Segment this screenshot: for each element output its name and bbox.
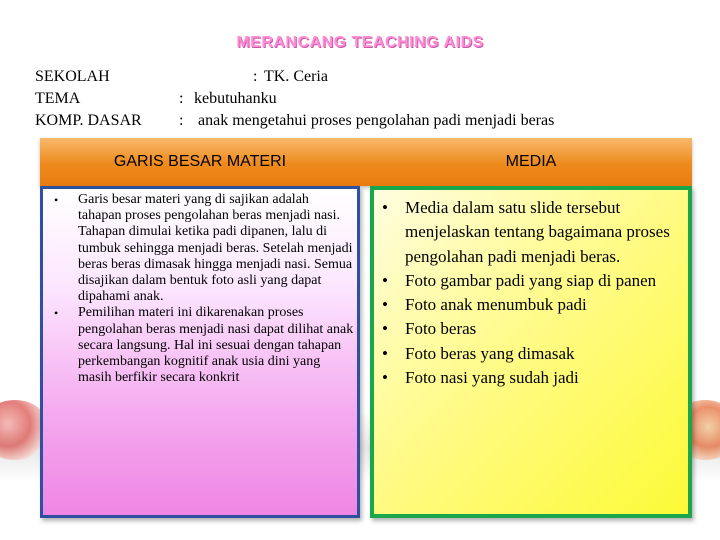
media-text: Foto nasi yang sudah jadi [405, 368, 579, 388]
list-item [378, 366, 688, 390]
info-label-sekolah: SEKOLAH [35, 68, 110, 85]
list-item [378, 317, 688, 341]
materi-list [54, 192, 354, 386]
bullet-icon: • [382, 198, 388, 217]
info-sep-komp-dasar: : [179, 112, 184, 129]
header-media: MEDIA [505, 153, 557, 170]
bullet-icon: • [382, 343, 388, 363]
bullet-icon: • [54, 193, 59, 207]
bullet-icon: • [382, 295, 388, 315]
materi-text: Pemilihan materi ini dikarenakan proses pengolahan beras menjadi nasi dapat dilihat anak secara langsung. Hal ini sesuai dengan tahapan perkembangan kognitif anak usia dini yang masih berfikir secara konkrit [78, 305, 354, 386]
list-item [54, 305, 354, 386]
info-value-tema: kebutuhanku [194, 90, 277, 107]
media-text: Foto gambar padi yang siap di panen [405, 270, 657, 290]
header-garis-besar-materi: GARIS BESAR MATERI [113, 153, 287, 170]
list-item [378, 293, 688, 317]
media-text: Foto beras yang dimasak [405, 343, 575, 363]
info-label-komp-dasar: KOMP. DASAR [35, 112, 142, 129]
media-text: Media dalam satu slide tersebut menjelaskan tentang bagaimana proses pengolahan padi menjadi beras. [405, 198, 670, 266]
media-text: Foto beras [405, 319, 477, 339]
bullet-icon: • [382, 319, 388, 339]
bullet-icon: • [382, 368, 388, 388]
info-sep-sekolah: : [253, 68, 258, 85]
media-text: Foto anak menumbuk padi [405, 295, 587, 315]
info-value-komp-dasar: anak mengetahui proses pengolahan padi menjadi beras [198, 112, 555, 129]
list-item [378, 342, 688, 366]
bullet-icon: • [54, 306, 59, 321]
materi-text: Garis besar materi yang di sajikan adalah tahapan proses pengolahan beras menjadi nasi. Tahapan dimulai ketika padi dipanen, lalu di tumbuk sehingga menjadi beras. Setelah menjadi beras beras dimasak hingga menjadi nasi. Semua disajikan dalam bentuk foto asli yang dapat dipahami anak. [78, 192, 353, 305]
info-sep-tema: : [179, 90, 184, 107]
list-item [378, 269, 688, 293]
info-value-sekolah: TK. Ceria [264, 68, 328, 85]
info-label-tema: TEMA [35, 90, 81, 107]
list-item [54, 192, 354, 305]
list-item [378, 196, 688, 269]
bullet-icon: • [382, 270, 388, 290]
slide-title: MERANCANG TEACHING AIDS [236, 34, 484, 51]
media-list [378, 196, 688, 390]
